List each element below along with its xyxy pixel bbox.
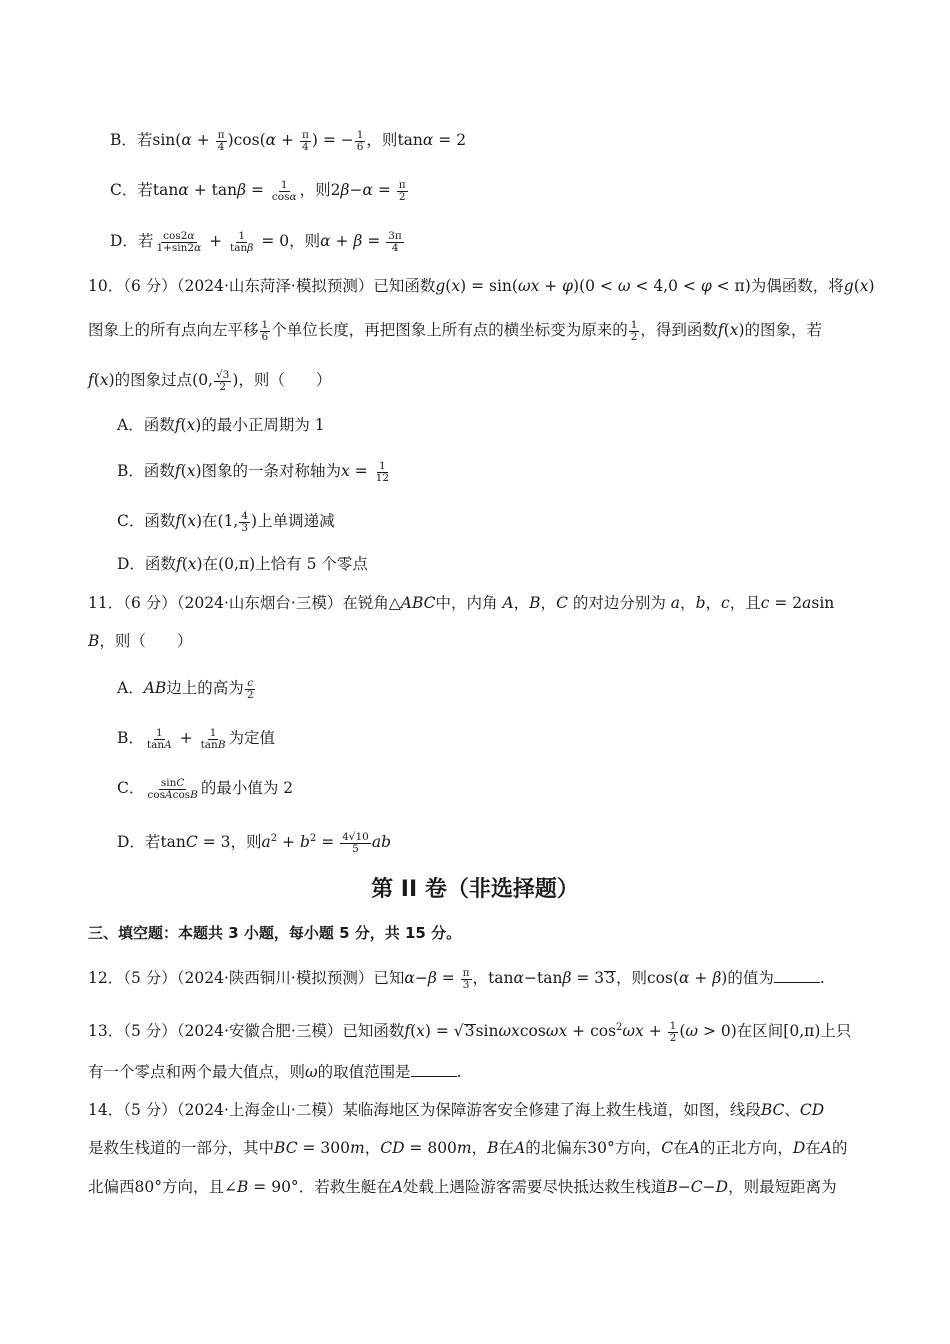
q11-option-d: D．若tanC = 3，则$a^2 + b^2$ = $\frac{4√10}{5}$ ab	[117, 830, 392, 855]
q11-option-c: C． $\frac{\sin C}{\text{cosAcosB}}$ 的最小值为 2	[117, 776, 294, 801]
q10-stem-line1: 10．（6 分）（2024·山东菏泽·模拟预测）已知函数g(x) = sin(ωx + φ)(0 < ω < 4,0 < φ < π)为偶函数，将g(x)	[88, 277, 875, 295]
q14-stem-line3: 北偏西80°方向，且∠B = 90°．若救生艇在A处载上遇险游客需要尽快抵达救生栈道B−C−D，则最短距离为	[88, 1178, 837, 1196]
q9-option-c: C．若tanα + tanβ = $\frac{1}{\cos\alpha}$ ，则2β−α = $\frac{\pi}{2}$	[110, 178, 406, 203]
q11-stem-line2: B，则（ ）	[88, 632, 193, 650]
q10-option-c: C．函数f(x)在(1, $\frac{4}{3}$ )上单调递减	[117, 509, 335, 534]
q11-option-a: A．AB边上的高为 $\frac{c}{2}$	[117, 676, 254, 701]
q10-stem-line2: 图象上的所有点向左平移 $\frac{1}{6}$ 个单位长度，再把图象上所有点的横坐标变为原来的 $\frac{1}{2}$ ，得到函数f(x)的图象，若	[88, 318, 823, 343]
q10-stem-line3: f(x)的图象过点(0, $\frac{√3}{2}$ )，则（ ）	[88, 368, 332, 393]
q11-stem-line1: 11．（6 分）（2024·山东烟台·三模）在锐角△ABC中，内角 A，B，C 的对边分别为 a，b，c，且c = 2asin	[88, 594, 835, 612]
answer-blank	[774, 968, 820, 983]
section-heading-fill-in: 三、填空题：本题共 3 小题，每小题 5 分，共 15 分。	[88, 924, 462, 942]
q10-option-d: D．函数f(x)在(0,π)上恰有 5 个零点	[117, 555, 368, 573]
q13-stem-line2: 有一个零点和两个最大值点，则ω的取值范围是 .	[88, 1063, 462, 1081]
q10-option-a: A．函数f(x)的最小正周期为 1	[117, 416, 325, 434]
q10-option-b: B．函数f(x)图象的一条对称轴为x = $\frac{1}{12}$	[117, 459, 390, 484]
q11-option-b: B． $\frac{1}{\tan A}$ + $\frac{1}{\tan B}$ 为定值	[117, 726, 276, 751]
section-title: 第 II 卷（非选择题）	[371, 877, 579, 902]
q9-option-d: D．若 $\frac{\cos 2\alpha}{1+\sin 2\alpha}$ + $\frac{1}{\tan\beta}$ = 0，则α + β = $\frac{3\pi}{4}$	[110, 229, 402, 254]
answer-blank	[411, 1062, 457, 1077]
q14-stem-line2: 是救生栈道的一部分，其中BC = 300m，CD = 800m，B在A的北偏东30°方向，C在A的正北方向，D在A的	[88, 1139, 848, 1157]
q14-stem-line1: 14．（5 分）（2024·上海金山·二模）某临海地区为保障游客安全修建了海上救生栈道，如图，线段BC、CD	[88, 1101, 825, 1119]
q12-stem: 12．（5 分）（2024·陕西铜川·模拟预测）已知α−β = $\frac{\pi}{3}$ ，tanα−tanβ = 33，则cos(α + β)的值为 .	[88, 966, 825, 991]
q9-option-b: B．若sin(α + $\frac{\pi}{4}$ )cos(α + $\frac{\pi}{4}$ ) = − $\frac{1}{6}$ ，则tanα = 2	[110, 128, 467, 153]
q13-stem-line1: 13．（5 分）（2024·安徽合肥·三模）已知函数$f(x) = √3\sin\omega xcos\omega x + \cos^2\omega x$ + $\frac{1}{2}$ (ω > 0)在区间[0,π)上只	[88, 1019, 852, 1044]
